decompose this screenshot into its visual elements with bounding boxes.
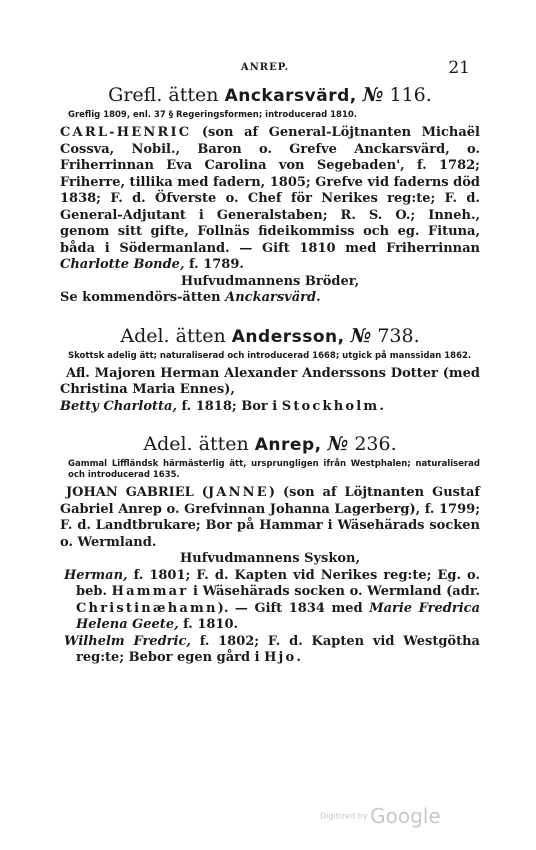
spouse-name: Charlotte Bonde, [60,257,185,272]
entry-paragraph [60,125,480,274]
sibling-name: Wilhelm Fredric, [64,633,191,649]
sibling-text: ). — Gift 1834 med [217,600,363,616]
entry-name: JOHAN GABRIEL ( [66,485,208,500]
family-number: 738. [377,324,420,347]
daughter-line [60,399,480,416]
family-name: Anckarsvärd, [224,86,357,106]
see-target: Anckarsvärd. [225,290,321,305]
daughter-name: Betty Charlotta, [60,398,177,414]
spouse-birth: f. 1789. [189,257,244,272]
daughter-text: f. 1818; Bor i [181,398,278,414]
spouse-birth: f. 1810. [183,617,239,632]
family-name: Anrep, [254,435,322,455]
number-mark: № [327,433,349,455]
sibling-name: Herman, [64,567,128,583]
subheading: Hufvudmannens Bröder, [180,273,360,289]
see-line [60,290,480,307]
watermark-small: Digitized by [320,811,368,821]
daughter-place: Stockholm. [281,398,387,414]
sibling-text: f. 1801; F. d. Kapten vid Nerikes reg:te; Eg. o. beb. [76,567,481,599]
family-name: Andersson, [231,326,345,347]
entry-text: (son af General-Löjtnanten Michaël Cossva, Nobil., Baron o. Grefve Anckarsvärd, o. Friherrinnan Eva Carolina von Segebaden', f. 1782; Friherre, tillika med fadern, 1805; Grefve vid faderns död 1838; F. d. Öfverste o. Chef för Nerikes reg:te; F. d. General-Adjutant i Generalstaben; R. S. O.; Inneh., genom sitt gifte, Follnäs fideikommiss och eg. Fituna, båda i Södermanland. — Gift 1810 med Friherrinnan [60,125,480,256]
spouse-name: Marie Fredrica Helena Geete, [76,600,480,632]
page-header [60,58,470,78]
family-number: 116. [389,84,432,106]
subheading: Hufvudmannens Syskon, [180,551,360,566]
heading-note: Greflig 1809, enl. 37 § Regeringsformen; introducerad 1810. [68,110,358,120]
family-heading [60,325,480,347]
entry-paragraph [60,485,480,551]
heading-prefix: Adel. ätten [143,433,249,455]
sibling-text: . [296,650,301,665]
heading-prefix: Adel. ätten [120,324,226,347]
section-anckarsvard [60,84,480,307]
family-heading [60,433,480,455]
page-number: 21 [448,58,470,78]
section-andersson [60,325,480,416]
heading-prefix: Grefl. ätten [108,84,219,106]
see-text: Se kommendörs-ätten [60,290,221,305]
digitization-watermark [320,804,441,828]
sibling-place: Hjo [264,650,297,665]
heading-note: Skottsk adelig ätt; naturaliserad och introducerad 1668; utgick på manssidan 1862. [68,350,472,361]
page-content [60,84,480,667]
watermark-logo: Google [370,804,441,828]
sibling-address: Christinæhamn [76,600,218,616]
entry-text: ) (son af Löjtnanten Gustaf Gabriel Anrep o. Grefvinnan Johanna Lagerberg), f. 1799; F. d. Landtbrukare; Bor på Hammar i Wäsehärads socken o. Wermland. [60,485,480,550]
sibling-place: Hammar [111,584,189,599]
section-anrep [60,433,480,667]
heading-note: Gammal Liffländsk härmästerlig ätt, ursprungligen ifrån Westphalen; naturaliserad och introducerad 1635. [68,459,480,480]
entry-nickname: JANNE [207,485,269,500]
list-item [60,634,480,667]
sibling-text: i Wäsehärads socken o. Wermland (adr. [193,584,480,599]
family-heading [60,84,480,106]
number-mark: № [350,324,372,347]
family-number: 236. [354,433,397,455]
running-head: ANREP. [240,62,290,73]
entry-paragraph: Afl. Majoren Herman Alexander Anderssons Dotter (med Christina Maria Ennes), [60,365,480,397]
number-mark: № [362,84,384,106]
list-item [60,568,480,634]
entry-name: CARL-HENRIC [60,125,192,140]
sibling-text: f. 1802; F. d. Kapten vid Westgötha reg:te; Bebor egen gård i [76,633,480,665]
